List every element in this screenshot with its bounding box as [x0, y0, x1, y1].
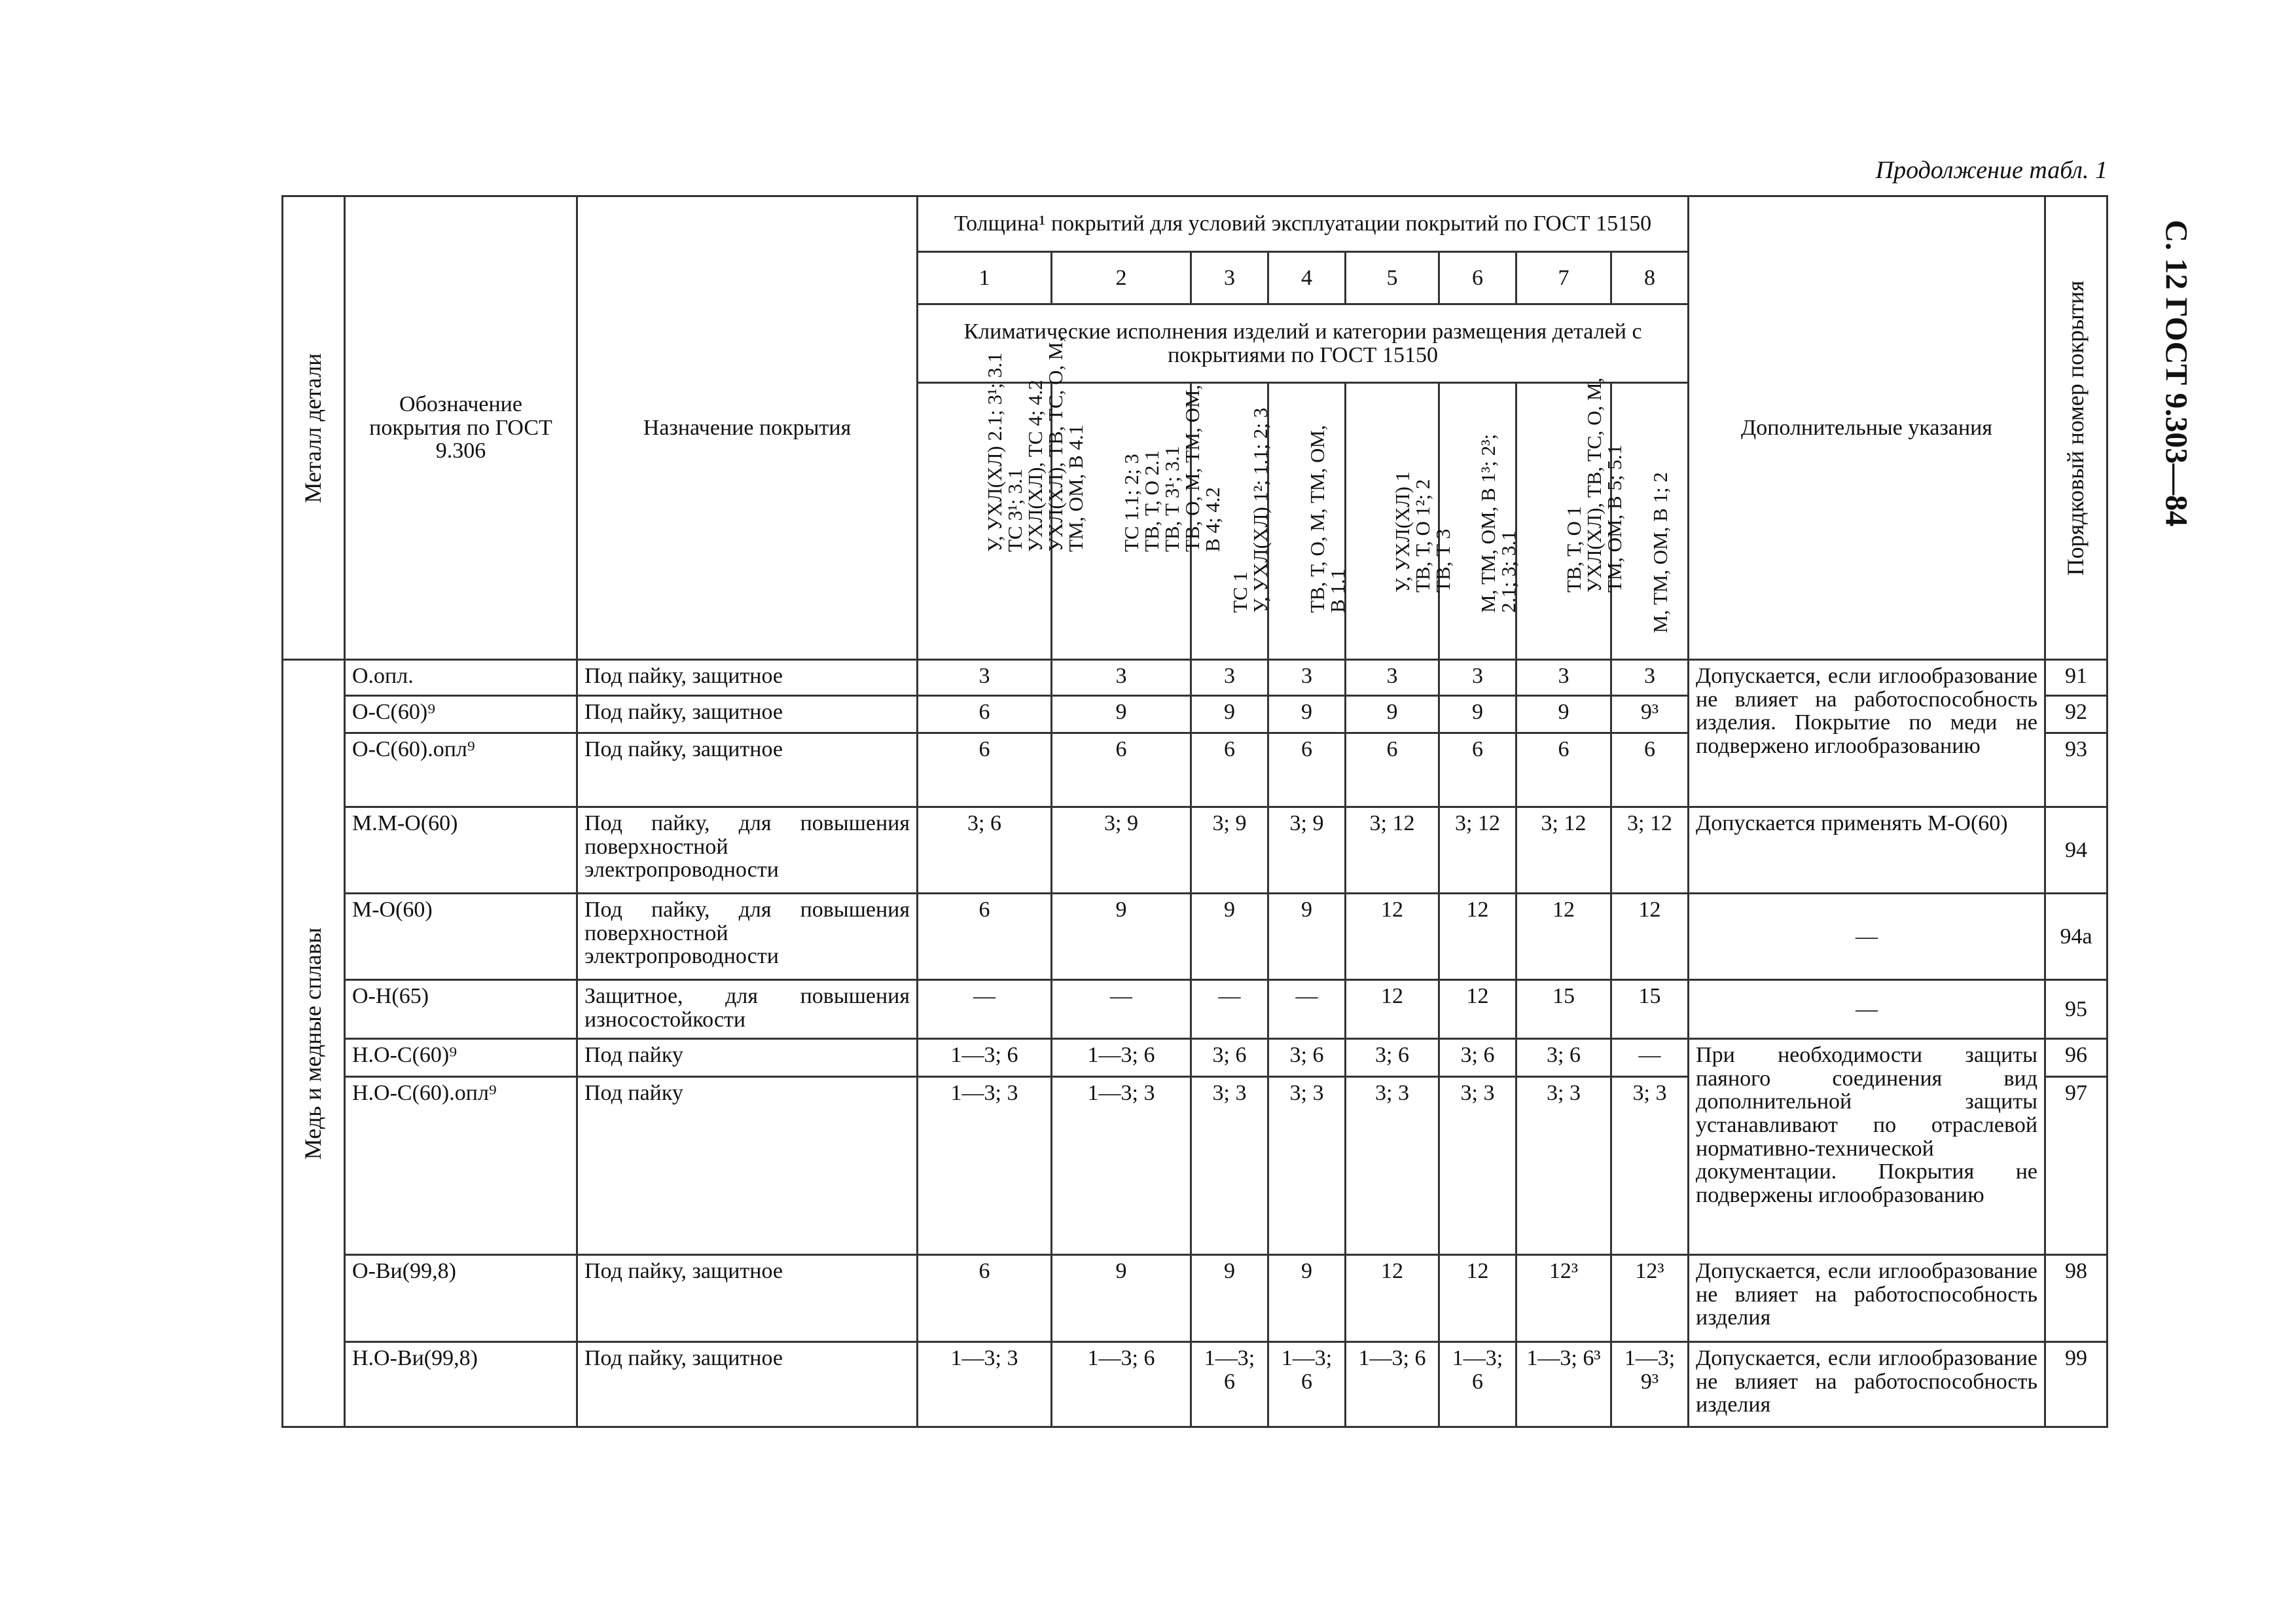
climatic-line: ТС 1.1; 2; 3 [1120, 454, 1143, 552]
value-cell: 3; 3 [1516, 1077, 1611, 1255]
order-number: 99 [2045, 1342, 2108, 1427]
value-cell: 15 [1611, 980, 1689, 1039]
header-designation: Обозначение покрытия по ГОСТ 9.306 [345, 196, 577, 660]
value-cell: 3; 9 [1268, 807, 1346, 894]
climatic-col-6 [1439, 383, 1520, 660]
order-number: 94а [2045, 894, 2108, 980]
table-row [283, 894, 2108, 980]
notes-cell: Допускается, если иглообразование не влияет на работоспособность изделия [1689, 1255, 2045, 1342]
climatic-line: УХЛ(ХЛ), ТВ, ТС, О, М, [1583, 377, 1605, 593]
designation-cell: Н.О-С(60).опл⁹ [345, 1077, 577, 1255]
value-cell: 9 [1346, 696, 1439, 733]
condition-3: 3 [1191, 252, 1268, 304]
metal-group-label: Медь и медные сплавы [300, 927, 327, 1159]
value-cell: 9 [1191, 696, 1268, 733]
value-cell: 1—3; 6 [1052, 1342, 1191, 1427]
value-cell: 1—3; 6 [1346, 1342, 1439, 1427]
value-cell: — [918, 980, 1052, 1039]
purpose-cell: Под пайку [577, 1039, 918, 1077]
purpose-cell: Под пайку, для повышения поверхностной электропроводности [577, 807, 918, 894]
value-cell: 3 [1346, 660, 1439, 696]
climatic-line: ТМ, ОМ, В 5; 5.1 [1603, 444, 1626, 593]
condition-5: 5 [1346, 252, 1439, 304]
value-cell: 3; 12 [1611, 807, 1689, 894]
value-cell: 9 [1052, 696, 1191, 733]
value-cell: 3; 6 [1439, 1039, 1516, 1077]
order-number: 91 [2045, 660, 2108, 696]
table-row [283, 660, 2108, 696]
value-cell: 1—3; 6 [1439, 1342, 1516, 1427]
header-metal [283, 196, 345, 660]
value-cell: 3; 3 [1346, 1077, 1439, 1255]
table-row [283, 1342, 2108, 1427]
climatic-line: М, ТМ, ОМ, В 1³; 2³; [1476, 433, 1499, 613]
side-title-text: С. 12 ГОСТ 9.303—84 [2159, 219, 2194, 527]
value-cell: 12³ [1611, 1255, 1689, 1342]
notes-cell: Допускается, если иглообразование не влияет на работоспособность изделия. Покрытие по меди не подвержено иглообразованию [1689, 660, 2045, 807]
value-cell: 12 [1346, 1255, 1439, 1342]
value-cell: 6 [918, 894, 1052, 980]
value-cell: 6 [1516, 733, 1611, 807]
header-climatic: Климатические исполнения изделий и категории размещения деталей с покрытиями по ГОСТ 15150 [918, 304, 1689, 383]
value-cell: — [1268, 980, 1346, 1039]
value-cell: 9 [1268, 1255, 1346, 1342]
purpose-cell: Под пайку, защитное [577, 733, 918, 807]
value-cell: — [1052, 980, 1191, 1039]
purpose-cell: Под пайку, защитное [577, 696, 918, 733]
value-cell: 3; 3 [1611, 1077, 1689, 1255]
value-cell: 6 [1191, 733, 1268, 807]
header-purpose: Назначение покрытия [577, 196, 918, 660]
climatic-line: В 4; 4.2 [1201, 486, 1224, 552]
value-cell: 3; 12 [1439, 807, 1516, 894]
order-number: 93 [2045, 733, 2108, 807]
climatic-col-1 [918, 337, 1087, 660]
notes-cell: — [1689, 894, 2045, 980]
value-cell: 15 [1516, 980, 1611, 1039]
value-cell: 9 [1268, 894, 1346, 980]
value-cell: 3; 6 [1191, 1039, 1268, 1077]
table-row [283, 1255, 2108, 1342]
value-cell: 3; 9 [1191, 807, 1268, 894]
purpose-cell: Под пайку, защитное [577, 1255, 918, 1342]
value-cell: 3; 6 [918, 807, 1052, 894]
value-cell: 9 [1516, 696, 1611, 733]
value-cell: 12 [1346, 980, 1439, 1039]
purpose-cell: Защитное, для повышения износостойкости [577, 980, 918, 1039]
value-cell: 3 [1268, 660, 1346, 696]
value-cell: 1—3; 6 [918, 1039, 1052, 1077]
value-cell: 3; 3 [1268, 1077, 1346, 1255]
notes-cell: — [1689, 980, 2045, 1039]
purpose-cell: Под пайку, защитное [577, 660, 918, 696]
value-cell: 3; 6 [1268, 1039, 1346, 1077]
designation-cell: О-Н(65) [345, 980, 577, 1039]
value-cell: 1—3; 6 [1052, 1039, 1191, 1077]
climatic-line: В 1.1 [1325, 568, 1349, 613]
table-row [283, 980, 2108, 1039]
climatic-line: У, УХЛ(ХЛ) 2.1; 3¹; 3.1 [983, 352, 1006, 552]
climatic-line: ТВ, Т, О, М, ТМ, ОМ, [1305, 425, 1329, 613]
condition-1: 1 [918, 252, 1052, 304]
value-cell: 3 [1611, 660, 1689, 696]
value-cell: 12 [1346, 894, 1439, 980]
climatic-line: ТС 1 [1228, 572, 1251, 613]
value-cell: — [1611, 1039, 1689, 1077]
value-cell: 3 [1439, 660, 1516, 696]
page-side-title [2153, 190, 2199, 556]
value-cell: 12³ [1516, 1255, 1611, 1342]
climatic-line: У, УХЛ(ХЛ) 1 [1391, 471, 1414, 593]
value-cell: 3; 3 [1191, 1077, 1268, 1255]
value-cell: 12 [1611, 894, 1689, 980]
climatic-line: ТВ, Т, О 2.1 [1140, 450, 1163, 552]
notes-cell: Допускается применять М-О(60) [1689, 807, 2045, 894]
designation-cell: О-С(60).опл⁹ [345, 733, 577, 807]
climatic-line: ТМ, ОМ, В 4.1 [1064, 424, 1087, 552]
value-cell: 9 [1052, 894, 1191, 980]
value-cell: — [1191, 980, 1268, 1039]
table-row [283, 1039, 2108, 1077]
climatic-col-5 [1346, 383, 1454, 660]
value-cell: 3; 9 [1052, 807, 1191, 894]
order-number: 96 [2045, 1039, 2108, 1077]
value-cell: 9 [1191, 1255, 1268, 1342]
value-cell: 3; 3 [1439, 1077, 1516, 1255]
condition-8: 8 [1611, 252, 1689, 304]
climatic-line: ТВ, Т, О 1²; 2 [1411, 479, 1434, 593]
value-cell: 1—3; 3 [918, 1077, 1052, 1255]
value-cell: 3 [1516, 660, 1611, 696]
value-cell: 6 [1268, 733, 1346, 807]
table-row [283, 807, 2108, 894]
designation-cell: Н.О-С(60)⁹ [345, 1039, 577, 1077]
notes-cell: Допускается, если иглообразование не влияет на работоспособность изделия [1689, 1342, 2045, 1427]
header-thickness: Толщина¹ покрытий для условий эксплуатации покрытий по ГОСТ 15150 [918, 196, 1689, 252]
climatic-line: ТС 3¹; 3.1 [1003, 468, 1026, 552]
value-cell: 6 [1611, 733, 1689, 807]
order-number: 97 [2045, 1077, 2108, 1255]
value-cell: 3; 6 [1346, 1039, 1439, 1077]
value-cell: 12 [1516, 894, 1611, 980]
value-cell: 12 [1439, 894, 1516, 980]
value-cell: 6 [918, 1255, 1052, 1342]
value-cell: 9 [1439, 696, 1516, 733]
header-notes: Дополнительные указания [1689, 196, 2045, 660]
value-cell: 9³ [1611, 696, 1689, 733]
condition-4: 4 [1268, 252, 1346, 304]
order-number: 92 [2045, 696, 2108, 733]
designation-cell: М.М-О(60) [345, 807, 577, 894]
purpose-cell: Под пайку, защитное [577, 1342, 918, 1427]
climatic-col-2 [1052, 383, 1224, 660]
climatic-col-8 [1611, 383, 1689, 660]
designation-cell: О-С(60)⁹ [345, 696, 577, 733]
value-cell: 6 [1052, 733, 1191, 807]
value-cell: 1—3; 6 [1191, 1342, 1268, 1427]
metal-group [283, 660, 345, 1427]
order-number: 94 [2045, 807, 2108, 894]
value-cell: 3; 12 [1516, 807, 1611, 894]
designation-cell: Н.О-Ви(99,8) [345, 1342, 577, 1427]
climatic-line: У, УХЛ(ХЛ) 1²; 1.1; 2; 3 [1248, 407, 1272, 613]
order-number: 95 [2045, 980, 2108, 1039]
climatic-col-4 [1268, 383, 1349, 660]
climatic-line: УХЛ(ХЛ), ТС 4; 4.2 [1024, 380, 1047, 552]
climatic-line: УХЛ(ХЛ), ТВ, ТС, О, М, [1044, 337, 1067, 552]
value-cell: 3 [1191, 660, 1268, 696]
header-order [2045, 196, 2108, 660]
designation-cell: М-О(60) [345, 894, 577, 980]
value-cell: 9 [1052, 1255, 1191, 1342]
purpose-cell: Под пайку, для повышения поверхностной электропроводности [577, 894, 918, 980]
order-number: 98 [2045, 1255, 2108, 1342]
climatic-line: М, ТМ, ОМ, В 1; 2 [1648, 472, 1672, 633]
condition-7: 7 [1516, 252, 1611, 304]
value-cell: 12 [1439, 980, 1516, 1039]
notes-cell: При необходимости защиты паяного соединения вид дополнительной защиты устанавливают по отраслевой нормативно-технической документации. Покрытия не подвержены иглообразованию [1689, 1039, 2045, 1255]
designation-cell: О-Ви(99,8) [345, 1255, 577, 1342]
condition-2: 2 [1052, 252, 1191, 304]
value-cell: 1—3; 9³ [1611, 1342, 1689, 1427]
value-cell: 1—3; 3 [918, 1342, 1052, 1427]
value-cell: 6 [1346, 733, 1439, 807]
value-cell: 12 [1439, 1255, 1516, 1342]
value-cell: 9 [1191, 894, 1268, 980]
header-metal-label: Металл детали [300, 353, 327, 503]
value-cell: 1—3; 3 [1052, 1077, 1191, 1255]
climatic-line: ТВ, Т, О 1 [1562, 505, 1585, 593]
designation-cell: О.опл. [345, 660, 577, 696]
condition-6: 6 [1439, 252, 1516, 304]
value-cell: 3 [918, 660, 1052, 696]
climatic-line: ТВ, О, М, ТМ, ОМ, [1181, 384, 1204, 552]
value-cell: 9 [1268, 696, 1346, 733]
continuation-label: Продолжение табл. 1 [1875, 156, 2108, 184]
climatic-line: ТВ, Т 3 [1431, 528, 1454, 593]
value-cell: 6 [1439, 733, 1516, 807]
value-cell: 6 [918, 733, 1052, 807]
climatic-col-3 [1191, 383, 1272, 660]
coatings-table [281, 195, 2108, 1428]
value-cell: 1—3; 6³ [1516, 1342, 1611, 1427]
header-order-label: Порядковый номер покрытия [2062, 280, 2089, 575]
value-cell: 3; 12 [1346, 807, 1439, 894]
purpose-cell: Под пайку [577, 1077, 918, 1255]
climatic-line: 2.1; 3; 3.1 [1496, 530, 1520, 613]
value-cell: 6 [918, 696, 1052, 733]
value-cell: 3; 6 [1516, 1039, 1611, 1077]
climatic-line: ТВ, Т 3¹; 3.1 [1160, 446, 1183, 552]
value-cell: 3 [1052, 660, 1191, 696]
climatic-col-7 [1516, 377, 1626, 660]
value-cell: 1—3; 6 [1268, 1342, 1346, 1427]
